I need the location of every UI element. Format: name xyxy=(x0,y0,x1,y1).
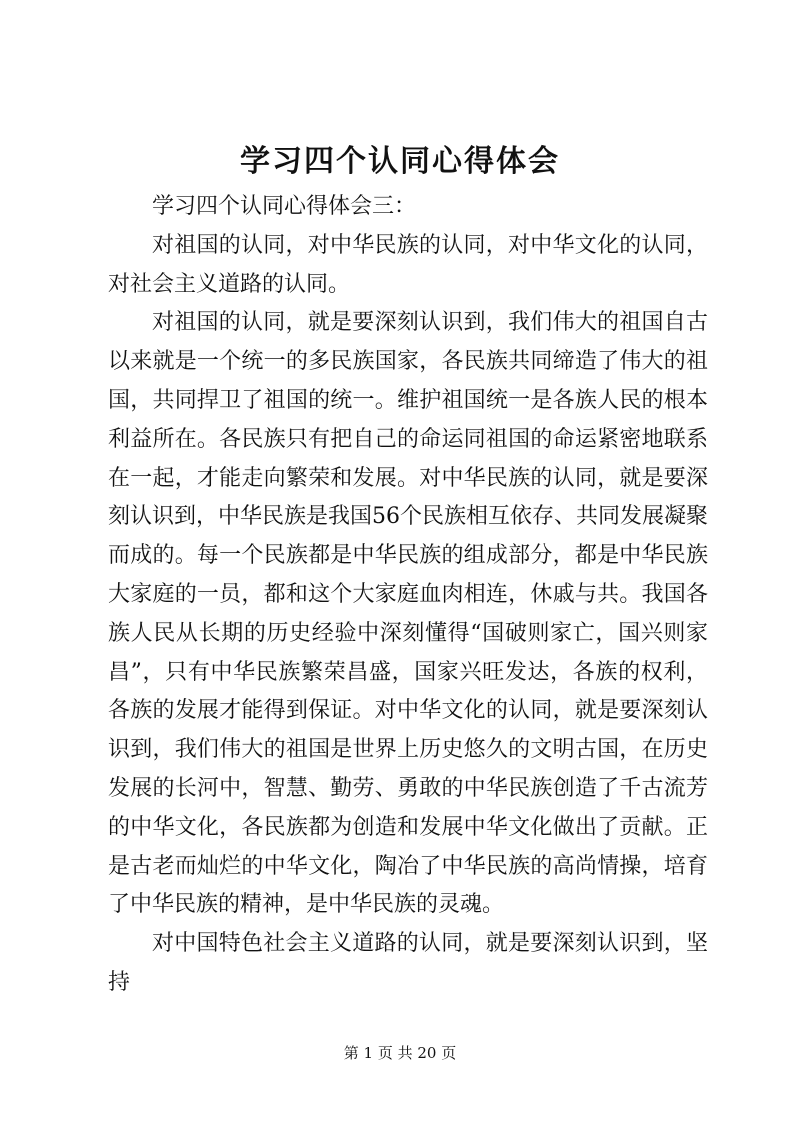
paragraph-main: 对祖国的认同，就是要深刻认识到，我们伟大的祖国自古以来就是一个统一的多民族国家，各民族共同缔造了伟大的祖国，共同捍卫了祖国的统一。维护祖国统一是各族人民的根本利益所在。各民族只有把自己的命运同祖国的命运紧密地联系在一起，才能走向繁荣和发展。对中华民族的认同，就是要深刻认识到，中华民族是我国56个民族相互依存、共同发展凝聚而成的。每一个民族都是中华民族的组成部分，都是中华民族大家庭的一员，都和这个大家庭血肉相连，休戚与共。我国各族人民从长期的历史经验中深刻懂得“国破则家亡，国兴则家昌”，只有中华民族繁荣昌盛，国家兴旺发达，各族的权利，各族的发展才能得到保证。对中华文化的认同，就是要深刻认识到，我们伟大的祖国是世界上历史悠久的文明古国，在历史发展的长河中，智慧、勤劳、勇敢的中华民族创造了千古流芳的中华文化，各民族都为创造和发展中华文化做出了贡献。正是古老而灿烂的中华文化，陶冶了中华民族的高尚情操，培育了中华民族的精神，是中华民族的灵魂。 xyxy=(108,310,708,918)
paragraph-four-identities: 对祖国的认同，对中华民族的认同，对中华文化的认同，对社会主义道路的认同。 xyxy=(108,232,708,297)
document-title: 学习四个认同心得体会 xyxy=(240,144,560,179)
document-body xyxy=(108,188,708,1003)
paragraph-socialist-road: 对中国特色社会主义道路的认同，就是要深刻认识到，坚持 xyxy=(108,931,708,995)
page-footer: 第 1 页 共 20 页 xyxy=(343,1044,457,1062)
paragraph-subtitle: 学习四个认同心得体会三： xyxy=(152,194,417,219)
